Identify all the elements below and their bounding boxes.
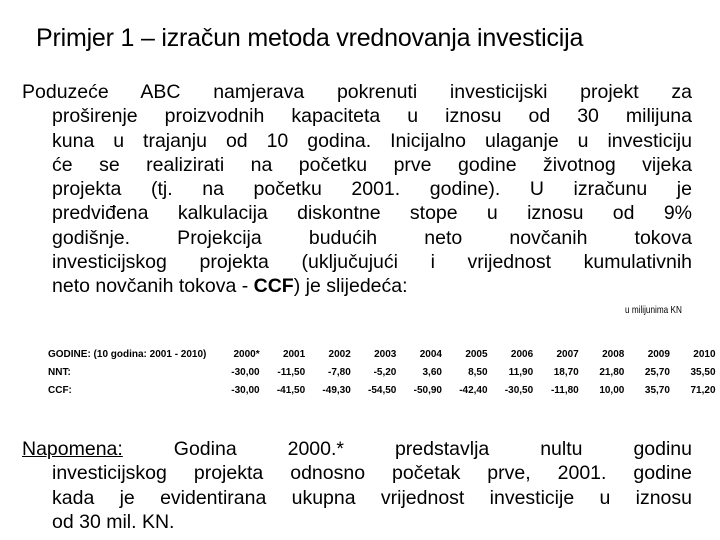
value-cell: -5,20 — [373, 366, 397, 378]
paragraph-line: godišnje. Projekcija budućih neto novčanih tokova — [52, 226, 692, 249]
cash-flow-table — [48, 345, 716, 399]
note-line: investicijskog projekta odnosno početak prve, 2001. godine — [52, 462, 692, 485]
table-header-label: GODINE: (10 godina: 2001 - 2010) — [48, 348, 207, 360]
table-row — [48, 381, 716, 399]
page-title: Primjer 1 – izračun metoda vrednovanja investicija — [36, 24, 584, 52]
table-row — [48, 363, 716, 381]
year-cell: 2004 — [419, 348, 442, 360]
note-first-line — [22, 437, 692, 461]
value-cell: -11,50 — [277, 366, 306, 378]
value-cell: -30,00 — [231, 384, 260, 396]
note-first-line-text: Godina 2000.* predstavlja nultu godinu — [122, 438, 692, 460]
value-cell: 35,50 — [690, 366, 716, 378]
last-line-suffix: ) je slijedeća: — [293, 275, 408, 298]
value-cell: 21,80 — [599, 366, 625, 378]
ccf-term: CCF — [253, 275, 294, 298]
year-cell: 2010 — [693, 348, 716, 360]
paragraph-line: će se realizirati na početku prve godine životnog vijeka — [52, 153, 692, 176]
note-paragraph — [22, 437, 692, 534]
value-cell: 8,50 — [468, 366, 488, 378]
value-cell: 11,90 — [508, 366, 534, 378]
paragraph-line: Poduzeće ABC namjerava pokrenuti investicijski projekt za — [22, 81, 692, 103]
value-cell: -30,00 — [231, 366, 260, 378]
value-cell: -7,80 — [327, 366, 351, 378]
value-cell: -30,50 — [504, 384, 534, 396]
unit-label: u milijunima KN — [625, 304, 682, 316]
value-cell: -54,50 — [368, 384, 397, 396]
value-cell: -11,80 — [550, 384, 579, 396]
year-cell: 2006 — [510, 348, 534, 360]
year-cell: 2009 — [647, 348, 670, 360]
value-cell: -49,30 — [322, 384, 351, 396]
paragraph-line: proširenje proizvodnih kapaciteta u iznosu od 30 milijuna — [52, 105, 692, 128]
value-cell: -42,40 — [459, 384, 488, 396]
value-cell: 18,70 — [553, 366, 579, 378]
row-label: NNT: — [48, 366, 71, 378]
value-cell: 3,60 — [422, 366, 442, 378]
year-cell: 2002 — [328, 348, 351, 360]
year-cell: 2003 — [374, 348, 397, 360]
row-label: CCF: — [48, 384, 72, 396]
value-cell: 71,20 — [690, 384, 716, 396]
value-cell: 25,70 — [644, 366, 670, 378]
value-cell: -50,90 — [413, 384, 442, 396]
value-cell: -41,50 — [276, 384, 306, 396]
year-cell: 2008 — [602, 348, 625, 360]
year-cell: 2000* — [233, 348, 260, 360]
intro-paragraph — [22, 80, 692, 299]
value-cell: 10,00 — [599, 384, 625, 396]
value-cell: 35,70 — [644, 384, 670, 396]
paragraph-line: kuna u trajanju od 10 godina. Inicijalno ulaganje u investiciju — [52, 129, 692, 152]
note-last-line: od 30 mil. KN. — [52, 510, 175, 533]
paragraph-line: projekta (tj. na početku 2001. godine). U izračunu je — [52, 178, 692, 201]
note-label: Napomena: — [22, 438, 123, 460]
year-cell: 2007 — [556, 348, 579, 360]
last-line-prefix: neto novčanih tokova - — [52, 275, 254, 298]
paragraph-last-line — [22, 274, 692, 298]
year-cell: 2001 — [282, 348, 306, 360]
table-header-row — [48, 345, 716, 363]
paragraph-line: investicijskog projekta (uključujući i vrijednost kumulativnih — [52, 251, 692, 274]
year-cell: 2005 — [465, 348, 488, 360]
paragraph-line: predviđena kalkulacija diskontne stope u iznosu od 9% — [52, 202, 692, 225]
note-line: kada je evidentirana ukupna vrijednost investicije u iznosu — [52, 486, 692, 509]
